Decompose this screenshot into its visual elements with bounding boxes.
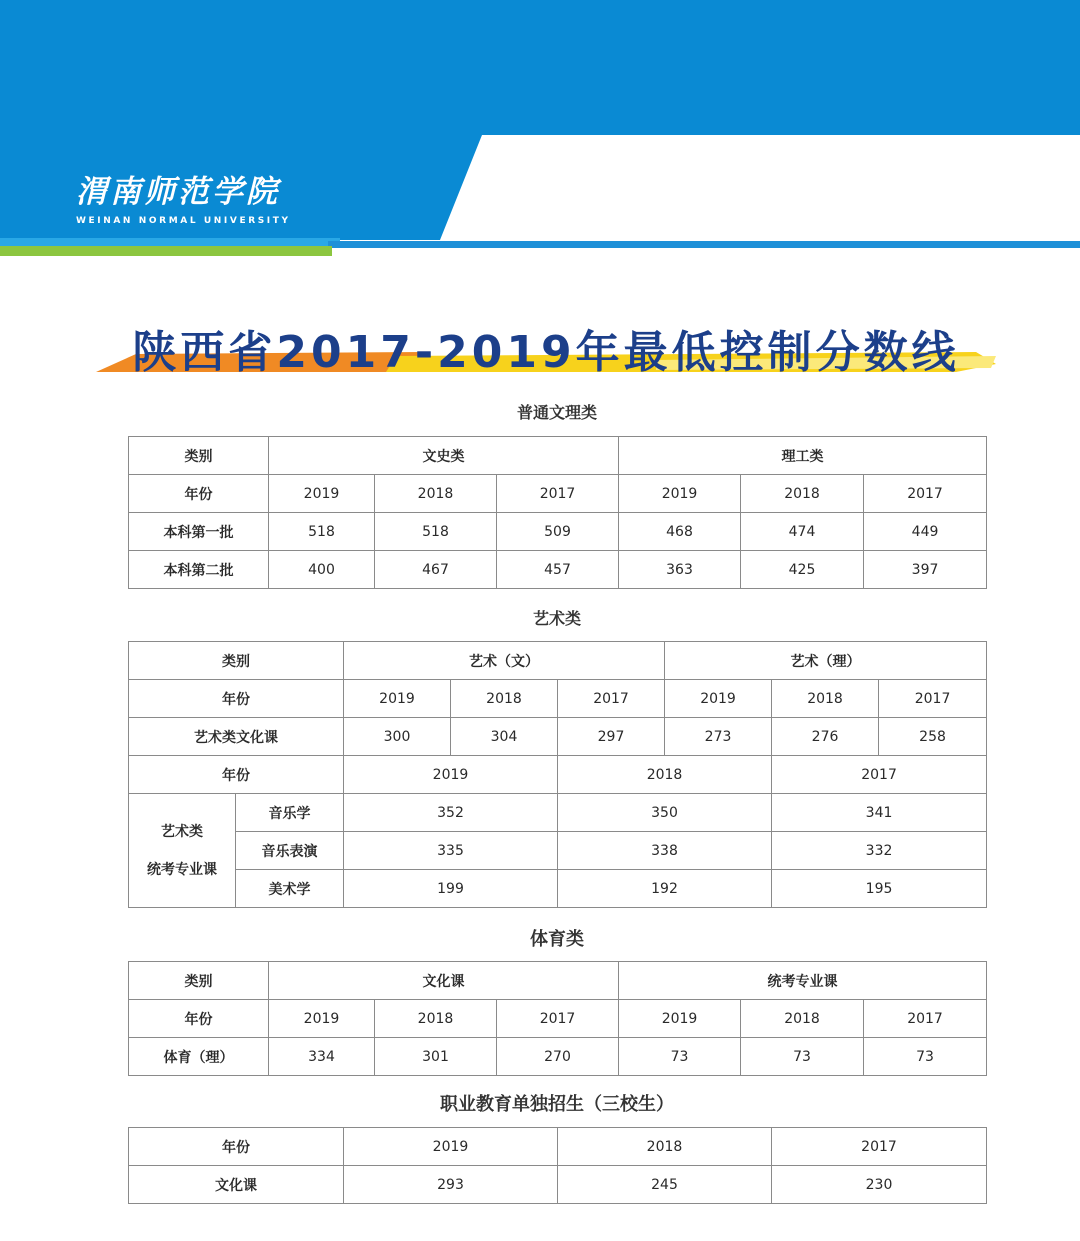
row-label-cell: 文化课 — [129, 1166, 344, 1204]
group-header-cell: 艺术（文） — [344, 642, 665, 680]
header-cell: 年份 — [129, 680, 344, 718]
score-cell: 73 — [619, 1038, 741, 1076]
table-row — [129, 756, 987, 794]
score-cell: 73 — [864, 1038, 987, 1076]
table-row — [129, 1038, 987, 1076]
group-header-cell: 文史类 — [269, 437, 619, 475]
year-cell: 2017 — [558, 680, 665, 718]
year-cell: 2017 — [772, 1128, 987, 1166]
row-label-cell: 本科第一批 — [129, 513, 269, 551]
table-art — [128, 641, 987, 908]
year-cell: 2018 — [375, 1000, 497, 1038]
score-cell: 467 — [375, 551, 497, 589]
table-row — [129, 513, 987, 551]
header-cell: 年份 — [129, 756, 344, 794]
score-cell: 270 — [497, 1038, 619, 1076]
logo-english-name: WEINAN NORMAL UNIVERSITY — [76, 216, 291, 226]
table-row — [129, 642, 987, 680]
table-row — [129, 870, 987, 908]
university-logo — [76, 172, 291, 226]
header-cell: 类别 — [129, 642, 344, 680]
score-cell: 457 — [497, 551, 619, 589]
group-header-cell: 文化课 — [269, 962, 619, 1000]
score-cell: 195 — [772, 870, 987, 908]
table-row — [129, 475, 987, 513]
score-cell: 199 — [344, 870, 558, 908]
group-header-cell: 理工类 — [619, 437, 987, 475]
score-cell: 352 — [344, 794, 558, 832]
table-row — [129, 680, 987, 718]
score-cell: 300 — [344, 718, 451, 756]
page-title: 陕西省2017-2019年最低控制分数线 — [132, 327, 960, 378]
score-cell: 293 — [344, 1166, 558, 1204]
score-cell: 192 — [558, 870, 772, 908]
year-cell: 2018 — [772, 680, 879, 718]
year-cell: 2017 — [772, 756, 987, 794]
year-cell: 2019 — [619, 1000, 741, 1038]
score-cell: 245 — [558, 1166, 772, 1204]
group-label-line: 艺术类 — [161, 823, 203, 840]
score-cell: 400 — [269, 551, 375, 589]
score-cell: 468 — [619, 513, 741, 551]
score-cell: 338 — [558, 832, 772, 870]
row-label-cell: 音乐学 — [236, 794, 344, 832]
year-cell: 2019 — [344, 1128, 558, 1166]
score-cell: 304 — [451, 718, 558, 756]
header-cell: 年份 — [129, 1000, 269, 1038]
year-cell: 2017 — [879, 680, 987, 718]
year-cell: 2019 — [269, 475, 375, 513]
year-cell: 2018 — [375, 475, 497, 513]
table-row — [129, 794, 987, 832]
year-cell: 2019 — [665, 680, 772, 718]
year-cell: 2017 — [497, 1000, 619, 1038]
score-cell: 397 — [864, 551, 987, 589]
score-cell: 425 — [741, 551, 864, 589]
year-cell: 2017 — [864, 1000, 987, 1038]
score-cell: 335 — [344, 832, 558, 870]
row-label-cell: 美术学 — [236, 870, 344, 908]
year-cell: 2019 — [344, 680, 451, 718]
score-cell: 332 — [772, 832, 987, 870]
year-cell: 2019 — [269, 1000, 375, 1038]
score-cell: 73 — [741, 1038, 864, 1076]
header-cell: 类别 — [129, 962, 269, 1000]
row-label-cell: 体育（理） — [129, 1038, 269, 1076]
score-cell: 509 — [497, 513, 619, 551]
table-row — [129, 437, 987, 475]
table-row — [129, 718, 987, 756]
score-cell: 449 — [864, 513, 987, 551]
year-cell: 2019 — [344, 756, 558, 794]
table-general — [128, 436, 987, 589]
score-cell: 301 — [375, 1038, 497, 1076]
table-row — [129, 1000, 987, 1038]
header-cell: 类别 — [129, 437, 269, 475]
score-cell: 474 — [741, 513, 864, 551]
score-cell: 518 — [269, 513, 375, 551]
group-header-cell: 统考专业课 — [619, 962, 987, 1000]
table-row — [129, 832, 987, 870]
main-title-block — [96, 312, 996, 378]
group-label-line: 统考专业课 — [147, 861, 217, 878]
table-row — [129, 962, 987, 1000]
score-cell: 350 — [558, 794, 772, 832]
score-cell: 334 — [269, 1038, 375, 1076]
section-title-sports: 体育类 — [530, 929, 584, 950]
year-cell: 2018 — [558, 756, 772, 794]
score-cell: 518 — [375, 513, 497, 551]
row-label-cell: 本科第二批 — [129, 551, 269, 589]
score-cell: 230 — [772, 1166, 987, 1204]
section-title-art: 艺术类 — [532, 609, 581, 628]
table-row — [129, 1166, 987, 1204]
header-cell: 年份 — [129, 1128, 344, 1166]
year-cell: 2018 — [558, 1128, 772, 1166]
logo-chinese-name: 渭南师范学院 — [76, 174, 280, 210]
year-cell: 2018 — [741, 475, 864, 513]
year-cell: 2019 — [619, 475, 741, 513]
year-cell: 2018 — [451, 680, 558, 718]
score-cell: 258 — [879, 718, 987, 756]
row-label-cell: 艺术类文化课 — [129, 718, 344, 756]
score-cell: 341 — [772, 794, 987, 832]
header-cell: 年份 — [129, 475, 269, 513]
table-sports — [128, 961, 987, 1076]
row-label-cell: 音乐表演 — [236, 832, 344, 870]
table-row — [129, 1128, 987, 1166]
score-cell: 276 — [772, 718, 879, 756]
group-header-cell: 艺术（理） — [665, 642, 987, 680]
score-cell: 273 — [665, 718, 772, 756]
year-cell: 2018 — [741, 1000, 864, 1038]
group-label-cell — [129, 794, 236, 908]
year-cell: 2017 — [497, 475, 619, 513]
score-cell: 297 — [558, 718, 665, 756]
score-cell: 363 — [619, 551, 741, 589]
table-vocational — [128, 1127, 987, 1204]
section-title-vocational: 职业教育单独招生（三校生） — [440, 1094, 674, 1115]
year-cell: 2017 — [864, 475, 987, 513]
table-row — [129, 551, 987, 589]
section-title-general: 普通文理类 — [516, 403, 597, 422]
